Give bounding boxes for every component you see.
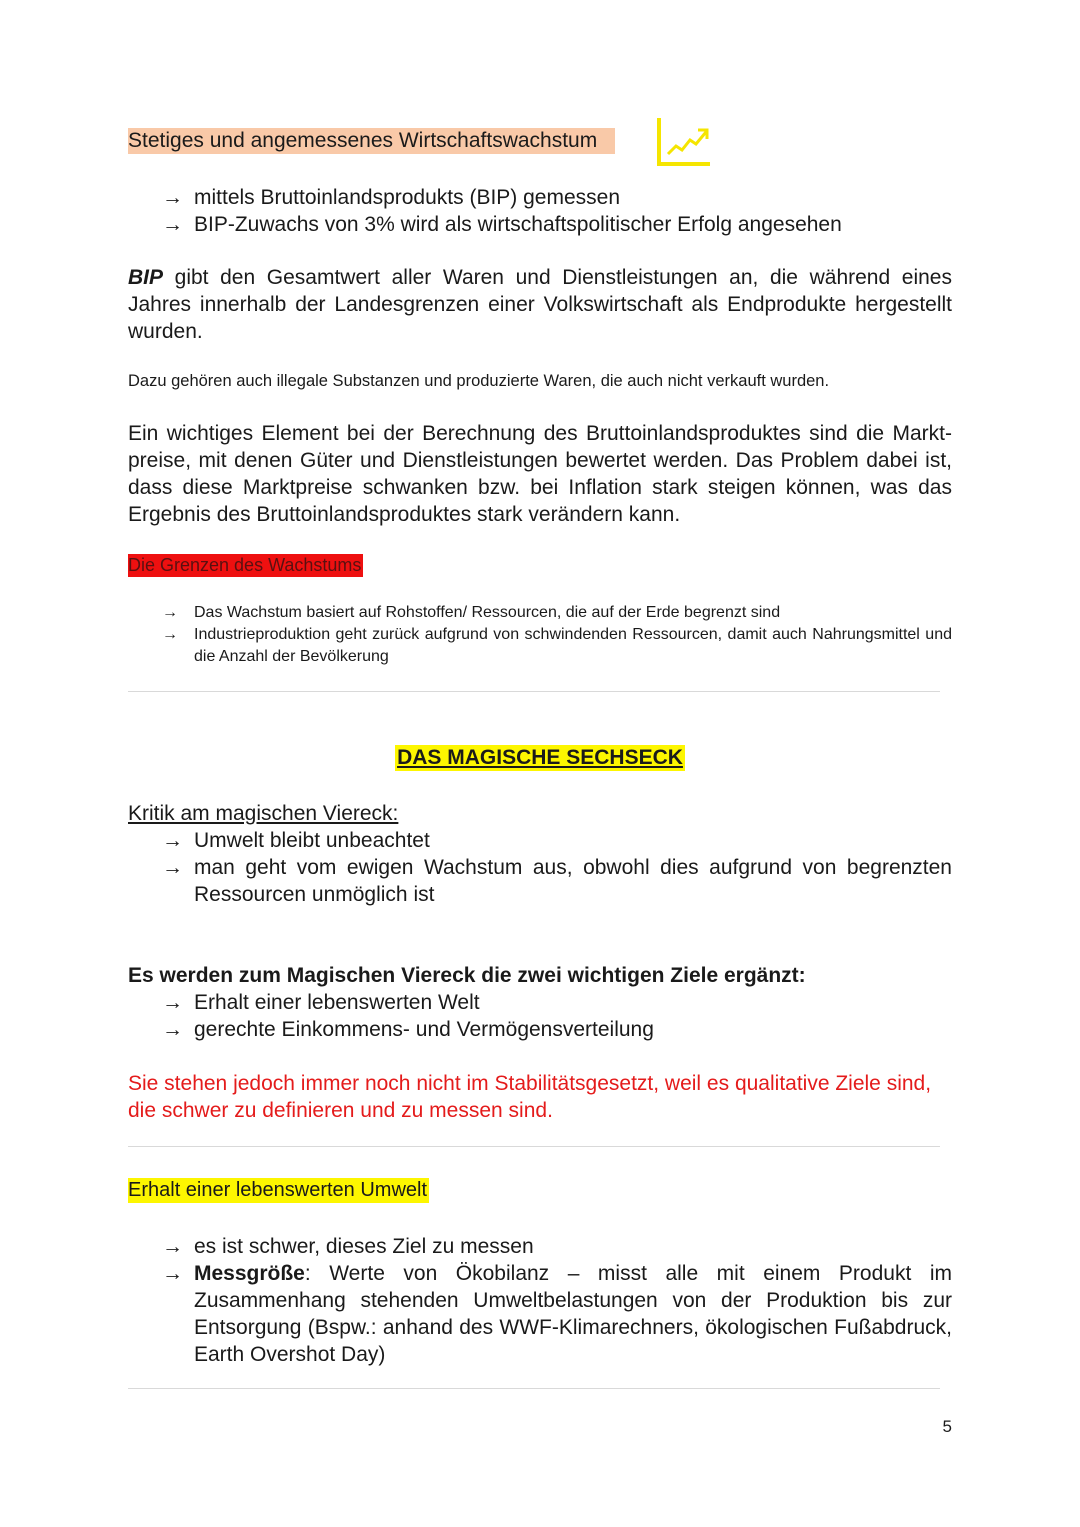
wachstum-bullet-list: [128, 184, 952, 238]
arrow-icon: →: [162, 991, 183, 1014]
ziele-heading: Es werden zum Magischen Viereck die zwei wichtigen Ziele ergänzt:: [128, 964, 806, 987]
arrow-icon: →: [162, 856, 183, 879]
kritik-heading: Kritik am magischen Viereck:: [128, 802, 399, 825]
divider: [128, 1388, 940, 1389]
grenzen-bullet-list: [128, 602, 952, 668]
stabilitaetsgesetz-note: Sie stehen jedoch immer noch nicht im Stabilitätsgesetzt, weil es qualitative Ziele sind, die schwer zu definieren und zu messen sind.: [128, 1072, 932, 1122]
list-item: → man geht vom ewigen Wachstum aus, obwohl dies aufgrund von begrenzten Ressourcen unmöglich ist: [162, 856, 952, 906]
list-item: → Messgröße: Werte von Ökobilanz – misst alle mit einem Produkt im Zusammenhang stehenden Umweltbelastungen von der Produktion bis zur Entsorgung (Bspw.: anhand des WWF-Klimarechners, ökologischen Fußabdruck, Earth Overshot Day): [162, 1262, 952, 1366]
page-number: 5: [942, 1417, 952, 1436]
list-item: → mittels Bruttoinlandsprodukts (BIP) gemessen: [162, 186, 621, 209]
arrow-icon: →: [162, 213, 183, 236]
arrow-icon: →: [162, 1018, 183, 1041]
heading-lebenswerte-umwelt: Erhalt einer lebenswerten Umwelt: [128, 1179, 428, 1201]
arrow-icon: →: [162, 829, 183, 852]
divider: [128, 691, 940, 692]
title-magisches-sechseck: DAS MAGISCHE SECHSECK: [397, 746, 683, 769]
arrow-icon: →: [162, 1235, 183, 1258]
arrow-icon: →: [162, 626, 178, 643]
list-item: → gerechte Einkommens- und Vermögensverteilung: [162, 1018, 654, 1041]
divider: [128, 1146, 940, 1147]
list-item: → Das Wachstum basiert auf Rohstoffen/ Ressourcen, die auf der Erde begrenzt sind: [128, 602, 952, 624]
list-item: → Umwelt bleibt unbeachtet: [162, 829, 430, 852]
ziele-bullet-list: [128, 989, 952, 1043]
list-item: → BIP-Zuwachs von 3% wird als wirtschaftspolitischer Erfolg angesehen: [162, 213, 842, 236]
list-item: → es ist schwer, dieses Ziel zu messen: [162, 1235, 534, 1258]
list-item: → Erhalt einer lebenswerten Welt: [162, 991, 480, 1014]
arrow-icon: →: [162, 186, 183, 209]
bip-definition: BIP gibt den Gesamtwert aller Waren und Dienstleistungen an, die während eines Jahres innerhalb der Landesgrenzen einer Volkswirtschaft als Endprodukte hergestellt wurden.: [128, 266, 952, 343]
arrow-icon: →: [162, 604, 178, 621]
marktpreise-paragraph: Ein wichtiges Element bei der Berechnung des Bruttoinlandsproduktes sind die Markt-preise, mit denen Güter und Dienstleistungen bewertet werden. Das Problem dabei ist, dass diese Marktpreise schwanken bzw. bei Inflation stark steigen können, was das Ergebnis des Bruttoinlandsproduktes stark verändern kann.: [128, 422, 952, 526]
list-item: → Industrieproduktion geht zurück aufgrund von schwindenden Ressourcen, damit auch Nahrungsmittel und die Anzahl der Bevölkerung: [162, 626, 952, 665]
growth-chart-icon: [656, 116, 712, 168]
bip-note: Dazu gehören auch illegale Substanzen und produzierte Waren, die auch nicht verkauft wurden.: [128, 372, 830, 390]
arrow-icon: →: [162, 1262, 183, 1285]
heading-wirtschaftswachstum: Stetiges und angemessenes Wirtschaftswachstum: [128, 129, 615, 153]
umwelt-bullet-list: [128, 1233, 952, 1368]
kritik-bullet-list: [128, 827, 952, 908]
heading-grenzen-des-wachstums: Die Grenzen des Wachstums: [128, 555, 362, 575]
